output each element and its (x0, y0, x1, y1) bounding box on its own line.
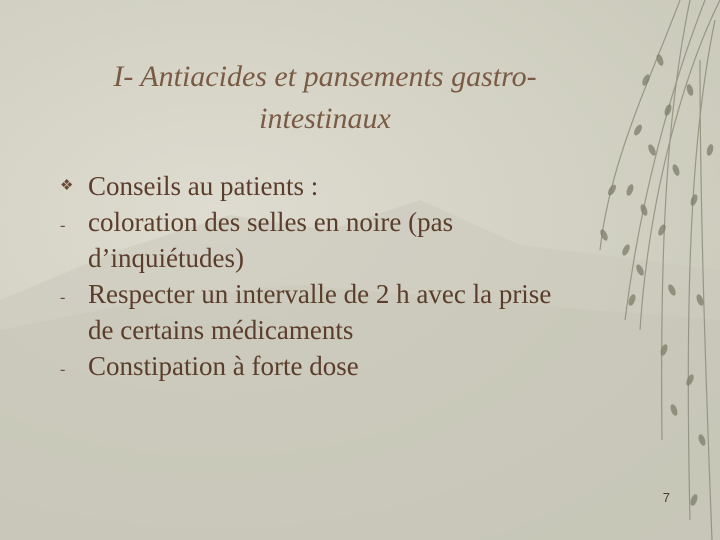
list-item-text-continued: de certains médicaments (88, 315, 354, 345)
list-item (60, 168, 660, 204)
diamond-bullet-icon: ❖ (60, 178, 74, 194)
list-item-text: Conseils au patients : (88, 171, 319, 201)
list-item (60, 276, 660, 348)
list-item-text: coloration des selles en noire (pas (88, 207, 454, 237)
dash-bullet-icon: - (60, 361, 66, 378)
list-item-text: Constipation à forte dose (88, 351, 359, 381)
dash-bullet-icon: - (60, 217, 66, 234)
list-item-text-continued: d’inquiétudes) (88, 243, 244, 273)
list-item-text: Respecter un intervalle de 2 h avec la prise (88, 279, 552, 309)
list-item (60, 204, 660, 276)
title-line-1: I- Antiacides et pansements gastro- (113, 60, 537, 93)
bullet-list (60, 168, 660, 384)
page-number: 7 (662, 490, 670, 505)
slide-title (95, 56, 555, 140)
dash-bullet-icon: - (60, 289, 66, 306)
list-item (60, 348, 660, 384)
title-line-2: intestinaux (259, 102, 391, 135)
